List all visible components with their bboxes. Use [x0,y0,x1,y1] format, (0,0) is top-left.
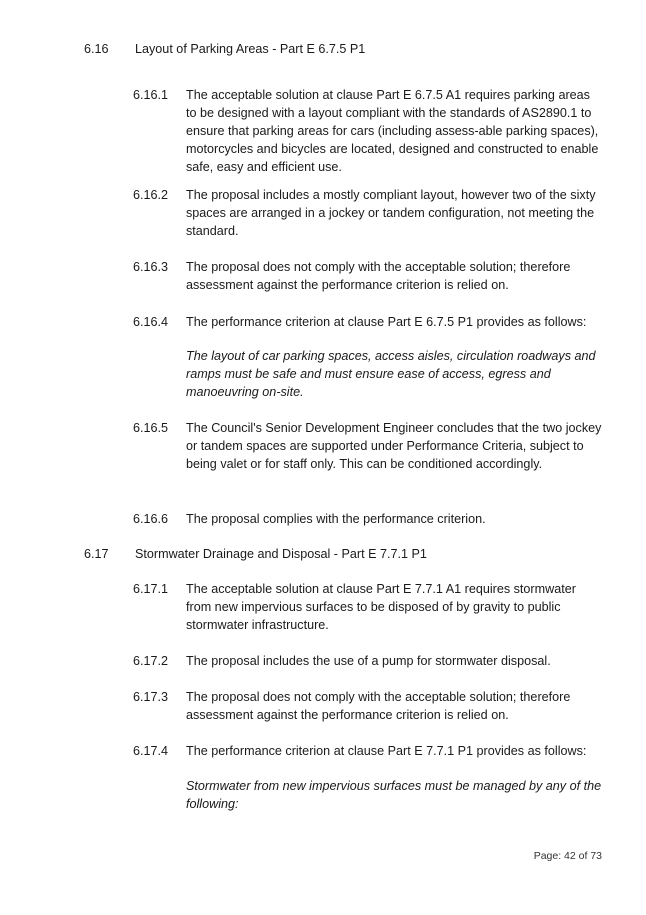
clause-text: The acceptable solution at clause Part E 7.7.1 A1 requires stormwater from new impervious surfaces to be disposed of by gravity to public stormwater infrastructure. [186,582,576,632]
clause-item [133,313,603,331]
clause-number: 6.16.2 [133,188,169,202]
clause-item [133,510,603,528]
clause-item [133,186,603,240]
clause-number: 6.16.4 [133,315,169,329]
clause-item [133,688,603,724]
clause-item [133,742,603,760]
clause-item [133,419,603,473]
clause-text: The Council's Senior Development Engineer concludes that the two jockey or tandem spaces are supported under Performance Criteria, subject to being valet or for staff only. This can be conditioned accordingly. [186,421,602,471]
page-number: Page: 42 of 73 [533,850,602,862]
clause-text: The proposal does not comply with the acceptable solution; therefore assessment against the performance criterion is relied on. [186,260,571,292]
clause-text: The performance criterion at clause Part E 6.7.5 P1 provides as follows: [186,315,587,329]
clause-number: 6.17.2 [133,654,169,668]
clause-text: The proposal includes the use of a pump for stormwater disposal. [186,654,551,668]
quoted-criterion: Stormwater from new impervious surfaces must be managed by any of the following: [186,779,602,811]
clause-number: 6.17.1 [133,582,169,596]
clause-item [133,86,603,176]
clause-number: 6.16.5 [133,421,169,435]
quoted-criterion: The layout of car parking spaces, access aisles, circulation roadways and ramps must be safe and must ensure ease of access, egress and manoeuvring on-site. [186,349,596,399]
clause-text: The proposal does not comply with the acceptable solution; therefore assessment against the performance criterion is relied on. [186,690,571,722]
clause-text: The performance criterion at clause Part E 7.7.1 P1 provides as follows: [186,744,587,758]
clause-number: 6.16.6 [133,512,169,526]
clause-item [133,652,603,670]
clause-text: The proposal includes a mostly compliant layout, however two of the sixty spaces are arranged in a jockey or tandem configuration, not meeting the standard. [186,188,596,238]
clause-number: 6.17.4 [133,744,169,758]
clause-text: The proposal complies with the performance criterion. [186,512,486,526]
clause-item [133,580,603,634]
section-number: 6.16 [84,42,109,56]
clause-item [133,258,603,294]
clause-number: 6.16.1 [133,88,169,102]
clause-number: 6.17.3 [133,690,169,704]
section-number: 6.17 [84,547,109,561]
section-title: Stormwater Drainage and Disposal - Part E 7.7.1 P1 [135,547,427,561]
section-title: Layout of Parking Areas - Part E 6.7.5 P1 [135,42,366,56]
clause-text: The acceptable solution at clause Part E 6.7.5 A1 requires parking areas to be designed with a layout compliant with the standards of AS2890.1 to ensure that parking areas for cars (including assess-able parking spaces), motorcycles and bicycles are located, designed and constructed to enable safe, easy and efficient use. [186,88,599,174]
clause-number: 6.16.3 [133,260,169,274]
